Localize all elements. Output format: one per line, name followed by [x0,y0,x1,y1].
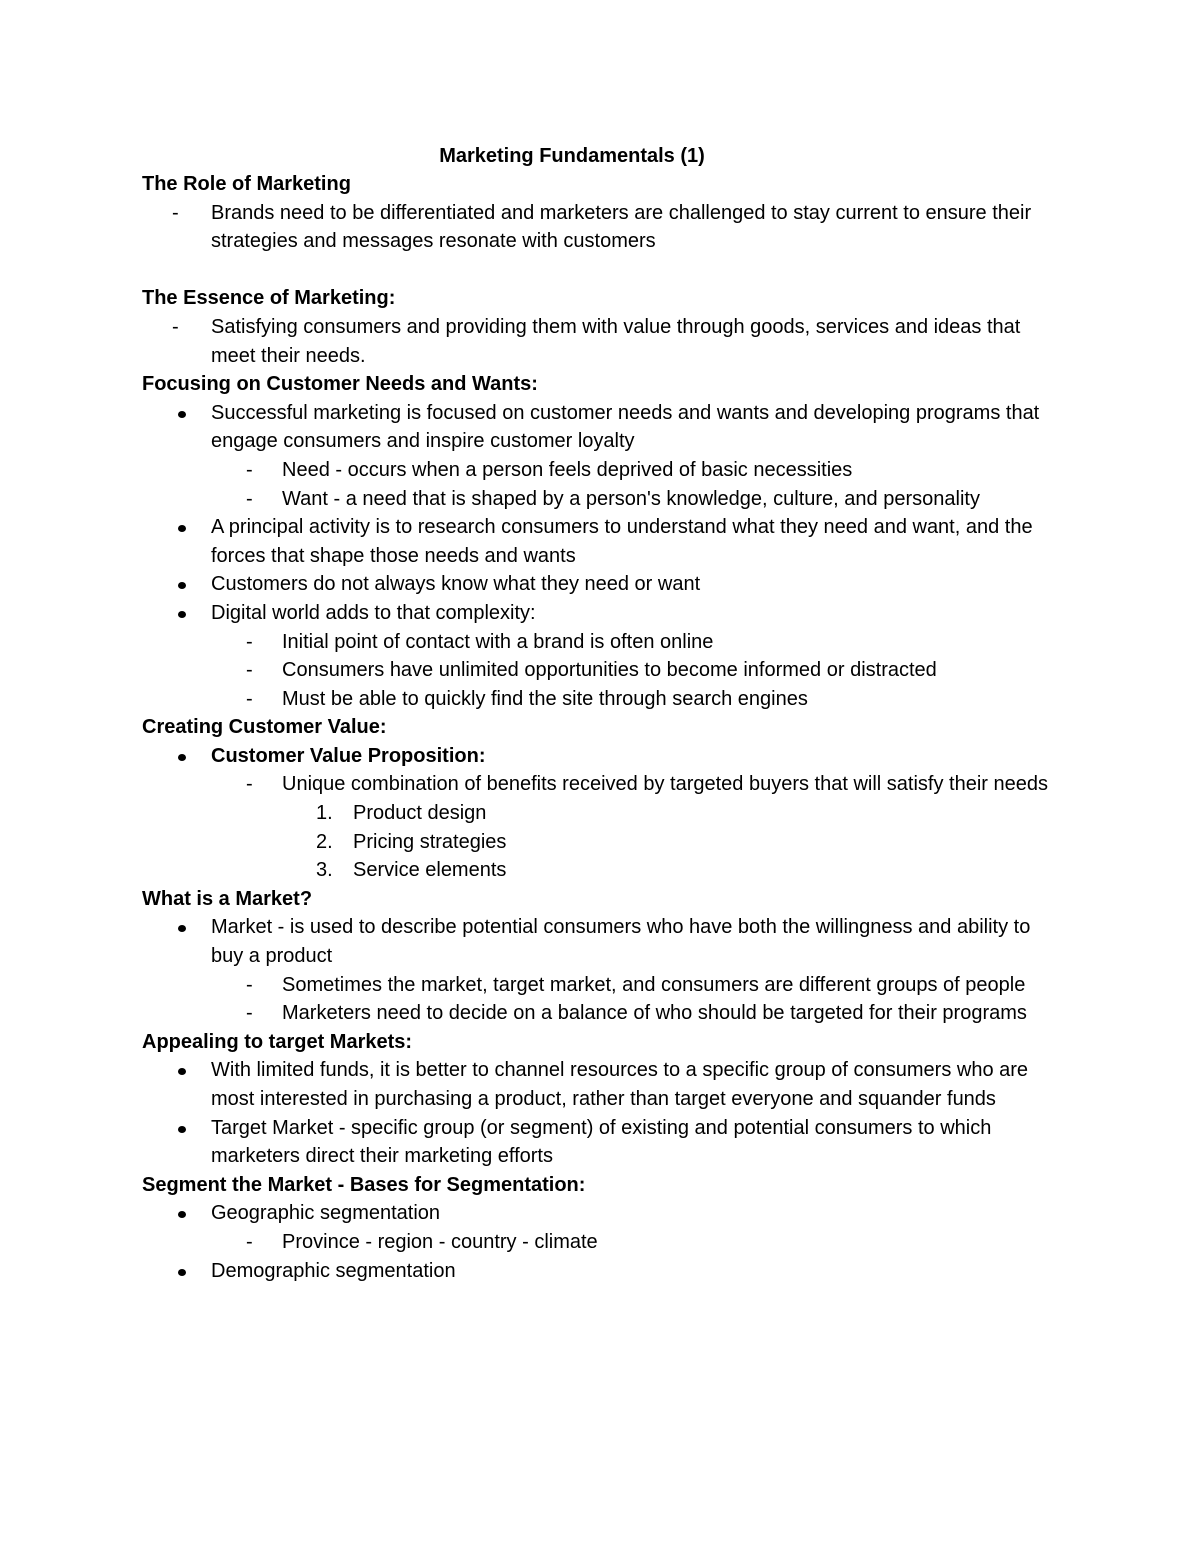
list-item-text: Sometimes the market, target market, and consumers are different groups of people [282,973,1026,996]
list-item-text: Marketers need to decide on a balance of who should be targeted for their programs [282,1002,1027,1025]
list-marker: - [246,630,253,653]
list-item [142,856,1062,885]
bullet-icon [178,1126,186,1133]
list-item [142,742,1062,771]
list-item-text: Brands need to be differentiated and marketers are challenged to stay current to ensure their strategies and messages resonate with customers [211,201,1032,253]
list-item [142,599,1062,628]
list-item [142,770,1062,799]
list-item [142,999,1062,1028]
list-item-text: Target Market - specific group (or segment) of existing and potential consumers to which marketers direct their marketing efforts [211,1116,992,1168]
list-item [142,971,1062,1000]
list-item-text: Successful marketing is focused on customer needs and wants and developing programs that engage consumers and inspire customer loyalty [211,401,1040,453]
list-item [142,828,1062,857]
list-item [142,1056,1062,1113]
bullet-icon [178,611,186,618]
list-item-text: Pricing strategies [353,830,507,853]
list-item-text: A principal activity is to research consumers to understand what they need and want, and the forces that shape those needs and wants [211,516,1033,567]
section-heading: Focusing on Customer Needs and Wants: [142,373,538,396]
list-item [142,656,1062,685]
document-body [142,170,1062,1285]
list-item [142,1114,1062,1171]
list-item [142,1257,1062,1286]
list-marker: 3. [316,859,333,882]
section-heading: The Essence of Marketing: [142,287,396,310]
list-item [142,570,1062,599]
list-marker: 1. [316,802,333,825]
bullet-icon [178,1269,186,1276]
section-heading: Appealing to target Markets: [142,1030,413,1053]
section-heading: Segment the Market - Bases for Segmentation: [142,1173,586,1196]
bullet-icon [178,582,186,589]
list-item-text: Satisfying consumers and providing them with value through goods, services and ideas that meet their needs. [211,315,1021,367]
list-item-text: Need - occurs when a person feels deprived of basic necessities [282,458,853,481]
list-item [142,799,1062,828]
section-heading: What is a Market? [142,887,313,910]
list-item [142,399,1062,456]
list-item-text: With limited funds, it is better to channel resources to a specific group of consumers who are most interested in purchasing a product, rather than target everyone and squander funds [211,1059,1029,1110]
list-item-text: Want - a need that is shaped by a person's knowledge, culture, and personality [282,487,980,510]
list-item-text: Must be able to quickly find the site through search engines [282,687,808,710]
list-item [142,513,1062,570]
list-marker: - [246,659,253,682]
list-marker: 2. [316,830,333,853]
list-item [142,199,1062,256]
list-marker: - [246,487,253,510]
list-marker: - [246,1002,253,1025]
list-item-text: Initial point of contact with a brand is often online [282,630,714,653]
list-item-text: Customer Value Proposition: [211,744,486,767]
list-marker: - [246,687,253,710]
section-heading: Creating Customer Value: [142,716,387,739]
list-item-text: Service elements [353,859,507,882]
bullet-icon [178,754,186,761]
list-item-text: Market - is used to describe potential consumers who have both the willingness and ability to buy a product [211,916,1031,968]
list-marker: - [246,773,253,796]
list-item [142,485,1062,514]
bullet-icon [178,1068,186,1075]
list-item-text: Province - region - country - climate [282,1230,598,1253]
paragraph-spacer [142,256,1062,285]
list-marker: - [172,315,179,338]
list-item-text: Product design [353,802,487,825]
list-item-text: Demographic segmentation [211,1259,456,1282]
list-item [142,628,1062,657]
list-item [142,456,1062,485]
bullet-icon [178,525,186,532]
list-marker: - [172,201,179,224]
list-marker: - [246,1230,253,1253]
list-item [142,685,1062,714]
list-item [142,1199,1062,1228]
list-item [142,1228,1062,1257]
bullet-icon [178,1211,186,1218]
list-item [142,313,1062,370]
document-title: Marketing Fundamentals (1) [439,145,705,167]
list-item-text: Customers do not always know what they need or want [211,573,701,596]
list-marker: - [246,458,253,481]
bullet-icon [178,925,186,932]
list-marker: - [246,973,253,996]
list-item [142,913,1062,970]
list-item-text: Consumers have unlimited opportunities to become informed or distracted [282,659,937,682]
bullet-icon [178,411,186,418]
list-item-text: Unique combination of benefits received by targeted buyers that will satisfy their needs [282,773,1048,796]
list-item-text: Geographic segmentation [211,1202,441,1225]
list-item-text: Digital world adds to that complexity: [211,601,536,624]
section-heading: The Role of Marketing [142,173,351,195]
